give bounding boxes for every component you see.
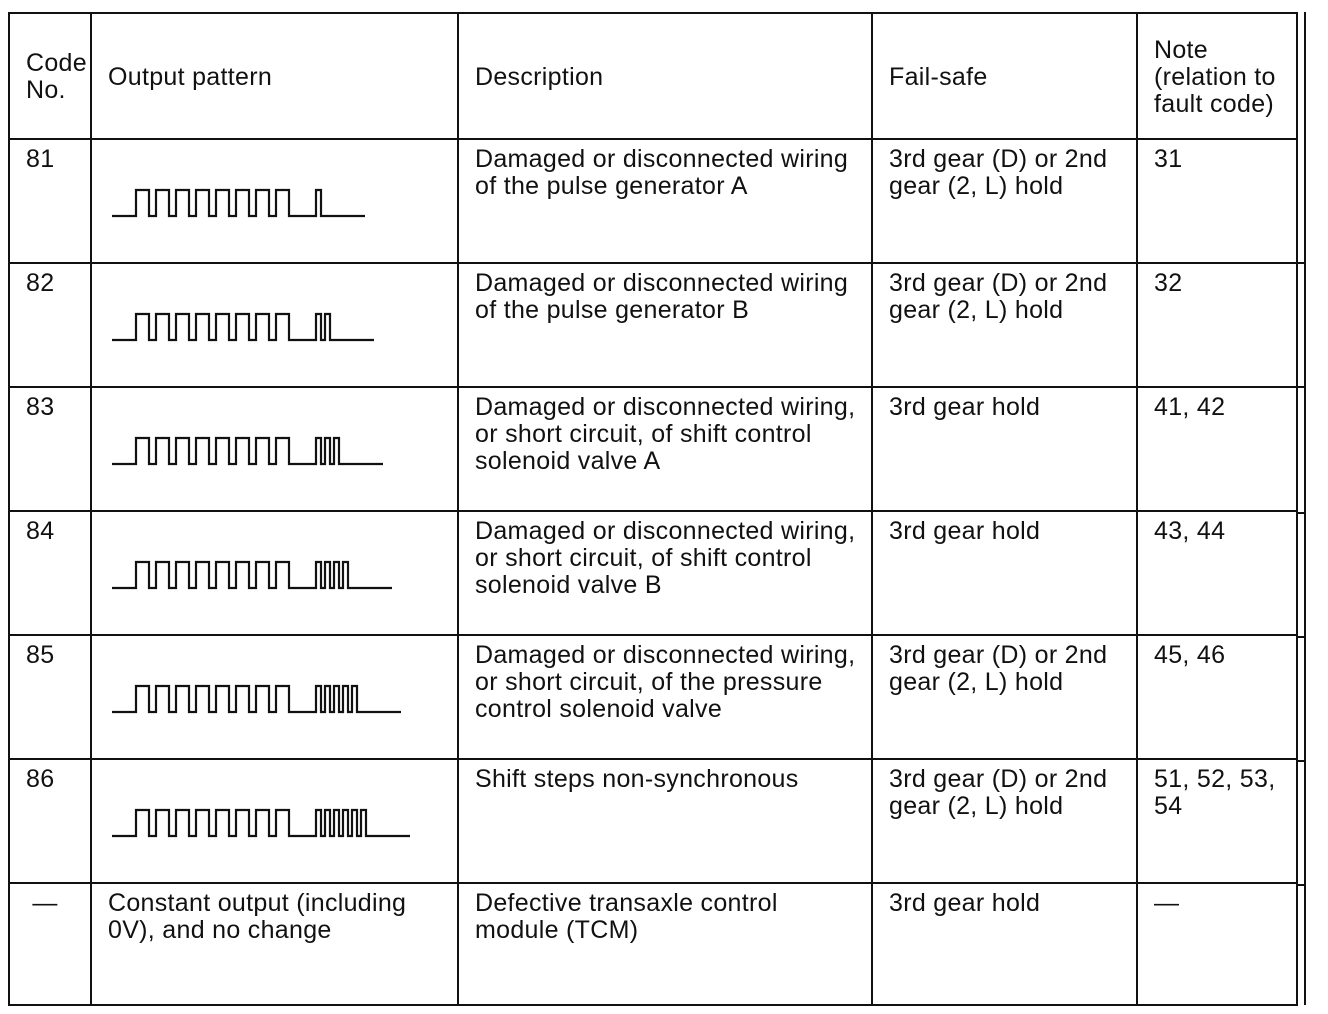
fail-safe-cell: 3rd gear (D) or 2nd gear (2, L) hold — [872, 635, 1137, 759]
edge-tick — [1298, 760, 1306, 762]
description-cell: Damaged or disconnected wiring, or short circuit, of the pressure control solenoid valve — [458, 635, 872, 759]
description-cell: Damaged or disconnected wiring, or short circuit, of shift control solenoid valve A — [458, 387, 872, 511]
note-cell: — — [1137, 883, 1297, 1005]
table-row — [9, 139, 1297, 263]
output-pattern-text-cell: Constant output (including 0V), and no change — [91, 883, 458, 1005]
pulse-waveform-line — [112, 314, 374, 340]
code-cell: 85 — [9, 635, 91, 759]
edge-tick — [1298, 636, 1306, 638]
table-row — [9, 759, 1297, 883]
pulse-waveform-line — [112, 686, 401, 712]
code-cell: 84 — [9, 511, 91, 635]
output-pattern-cell — [91, 139, 458, 263]
output-pattern-cell — [91, 263, 458, 387]
table-row — [9, 883, 1297, 1005]
note-cell: 31 — [1137, 139, 1297, 263]
note-cell: 45, 46 — [1137, 635, 1297, 759]
output-pattern-cell — [91, 387, 458, 511]
note-cell: 32 — [1137, 263, 1297, 387]
fail-safe-cell: 3rd gear hold — [872, 387, 1137, 511]
pulse-waveform — [92, 140, 459, 264]
table-row — [9, 387, 1297, 511]
pulse-waveform — [92, 264, 459, 388]
fail-safe-cell: 3rd gear (D) or 2nd gear (2, L) hold — [872, 759, 1137, 883]
description-cell: Damaged or disconnected wiring of the pulse generator B — [458, 263, 872, 387]
header-description: Description — [458, 13, 872, 139]
fail-safe-cell: 3rd gear (D) or 2nd gear (2, L) hold — [872, 263, 1137, 387]
page-edge-rule — [1304, 12, 1306, 1005]
output-pattern-cell — [91, 759, 458, 883]
edge-tick — [1298, 512, 1306, 514]
description-cell: Shift steps non-synchronous — [458, 759, 872, 883]
pulse-waveform-line — [112, 438, 383, 464]
header-code: Code No. — [9, 13, 91, 139]
header-note: Note (relation to fault code) — [1137, 13, 1297, 139]
pulse-waveform — [92, 512, 459, 636]
fault-code-table-sheet — [8, 12, 1296, 1005]
description-cell: Defective transaxle control module (TCM) — [458, 883, 872, 1005]
edge-tick — [1298, 262, 1306, 264]
edge-tick — [1298, 884, 1306, 886]
code-cell: 81 — [9, 139, 91, 263]
table-row — [9, 263, 1297, 387]
fail-safe-cell: 3rd gear hold — [872, 883, 1137, 1005]
pulse-waveform — [92, 388, 459, 512]
pulse-waveform-line — [112, 190, 365, 216]
description-cell: Damaged or disconnected wiring of the pulse generator A — [458, 139, 872, 263]
code-cell: 83 — [9, 387, 91, 511]
output-pattern-cell — [91, 635, 458, 759]
code-cell: — — [9, 883, 91, 1005]
note-cell: 51, 52, 53, 54 — [1137, 759, 1297, 883]
table-row — [9, 635, 1297, 759]
pulse-waveform — [92, 636, 459, 760]
fault-code-table — [8, 12, 1298, 1006]
code-cell: 86 — [9, 759, 91, 883]
pulse-waveform — [92, 760, 459, 884]
fail-safe-cell: 3rd gear (D) or 2nd gear (2, L) hold — [872, 139, 1137, 263]
header-output-pattern: Output pattern — [91, 13, 458, 139]
description-cell: Damaged or disconnected wiring, or short circuit, of shift control solenoid valve B — [458, 511, 872, 635]
note-cell: 43, 44 — [1137, 511, 1297, 635]
table-header-row — [9, 13, 1297, 139]
table-row — [9, 511, 1297, 635]
pulse-waveform-line — [112, 810, 410, 836]
edge-tick — [1298, 386, 1306, 388]
output-pattern-cell — [91, 511, 458, 635]
header-fail-safe: Fail-safe — [872, 13, 1137, 139]
fail-safe-cell: 3rd gear hold — [872, 511, 1137, 635]
note-cell: 41, 42 — [1137, 387, 1297, 511]
pulse-waveform-line — [112, 562, 392, 588]
code-cell: 82 — [9, 263, 91, 387]
